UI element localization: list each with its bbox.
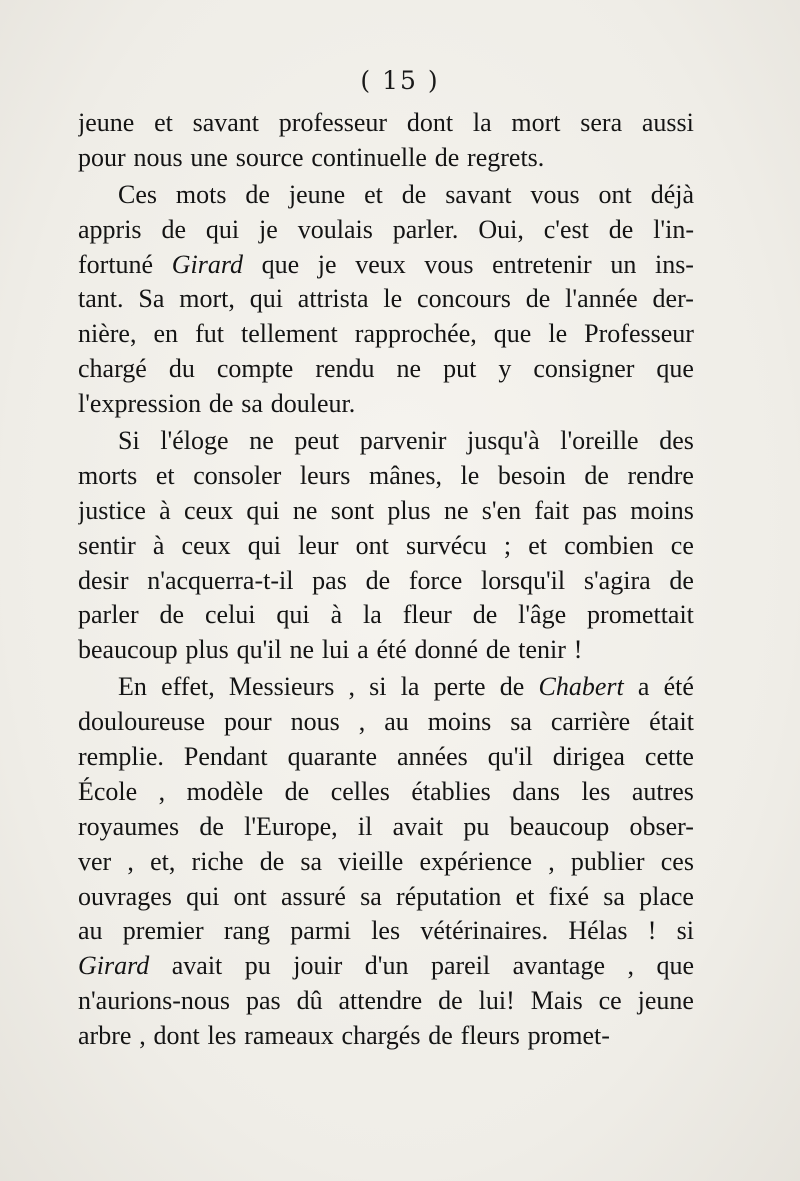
- text-line: [78, 178, 694, 213]
- word: plus: [387, 495, 431, 525]
- word: riche: [191, 846, 244, 876]
- word: leur: [298, 530, 339, 560]
- text-line: [78, 529, 694, 564]
- word: ont: [233, 881, 267, 911]
- word: parler: [78, 600, 139, 630]
- word: mots: [175, 179, 227, 209]
- word: savant: [445, 179, 512, 209]
- word: combien: [564, 530, 654, 560]
- word: jeune: [288, 179, 346, 209]
- word: années: [397, 742, 468, 772]
- paragraph: [78, 424, 694, 668]
- text-line: [78, 670, 694, 705]
- word: c'est: [543, 214, 589, 244]
- text-line: [78, 705, 694, 740]
- word: professeur: [278, 108, 388, 137]
- word: de: [161, 214, 186, 244]
- word: royaumes: [78, 811, 180, 841]
- word: été: [376, 635, 407, 665]
- word: de: [199, 811, 224, 841]
- word: ver: [78, 846, 112, 876]
- text-line: [78, 213, 694, 248]
- word: l'in-: [653, 214, 694, 244]
- word: s'agira: [583, 565, 651, 595]
- word: quarante: [287, 742, 378, 772]
- word: de: [608, 214, 634, 244]
- word: le: [460, 460, 480, 490]
- word: rendre: [627, 460, 694, 490]
- word: promettait: [587, 600, 694, 630]
- word: der-: [652, 284, 694, 314]
- body-text: [78, 106, 694, 1054]
- word: remplie.: [78, 742, 164, 772]
- text-line: [78, 880, 694, 915]
- word: fait: [534, 495, 570, 525]
- word: pareil: [430, 951, 491, 981]
- word: Chabert: [538, 672, 624, 702]
- word: au: [384, 707, 409, 737]
- word: de: [438, 986, 463, 1016]
- text-line: [78, 424, 694, 459]
- word: ces: [660, 846, 694, 876]
- word: rapprochée,: [354, 319, 477, 349]
- word: justice: [78, 495, 146, 525]
- word: de: [208, 389, 234, 419]
- word: Hélas: [568, 916, 628, 946]
- word: que: [656, 951, 694, 981]
- word: de: [428, 1021, 453, 1051]
- word: ne: [443, 495, 469, 525]
- word: promet-: [527, 1021, 610, 1051]
- word: ont: [355, 530, 389, 560]
- word: si: [676, 916, 694, 946]
- word: fut: [195, 319, 224, 349]
- word: le: [383, 284, 403, 314]
- word: parvenir: [359, 426, 447, 456]
- word: s'en: [481, 495, 522, 525]
- word: parmi: [290, 916, 351, 946]
- word: ,: [139, 1021, 146, 1051]
- word: parler.: [392, 214, 459, 244]
- word: assuré: [280, 881, 346, 911]
- word: avait: [392, 811, 444, 841]
- word: attendre: [338, 986, 423, 1016]
- word: je: [259, 214, 278, 244]
- word: qui: [247, 530, 281, 560]
- word: arbre: [78, 1021, 132, 1051]
- word: a: [637, 672, 650, 702]
- word: sa: [300, 846, 323, 876]
- text-line: [78, 810, 694, 845]
- word: que: [261, 249, 300, 279]
- word: était: [649, 707, 694, 737]
- word: ,: [627, 951, 634, 981]
- word: qu'il: [487, 742, 533, 772]
- word: rendu: [315, 354, 375, 384]
- word: en: [153, 319, 179, 349]
- text-line: [78, 352, 694, 387]
- word: pas: [312, 565, 347, 595]
- word: et: [154, 108, 173, 137]
- text-line: [78, 984, 694, 1019]
- text-line: [78, 633, 694, 668]
- word: ins-: [654, 249, 694, 279]
- word: put: [443, 354, 477, 384]
- word: les: [371, 916, 401, 946]
- paragraph: [78, 178, 694, 422]
- text-line: [78, 248, 694, 283]
- word: si: [369, 672, 387, 702]
- word: appris: [78, 214, 142, 244]
- word: de: [159, 600, 185, 630]
- word: l'année: [565, 284, 638, 314]
- word: tenir: [518, 635, 566, 665]
- word: et: [528, 530, 548, 560]
- word: sentir: [78, 530, 136, 560]
- word: ,: [348, 672, 355, 702]
- word: et: [515, 881, 535, 911]
- word: effet,: [161, 672, 215, 702]
- word: de: [434, 142, 460, 172]
- word: de: [401, 179, 427, 209]
- word: du: [168, 354, 195, 384]
- word: voulais: [297, 214, 373, 244]
- word: déjà: [650, 179, 694, 209]
- word: dont: [153, 1021, 200, 1051]
- word: Si: [118, 426, 140, 456]
- word: l'expression: [78, 389, 202, 419]
- word: Messieurs: [228, 672, 335, 702]
- word: n'acquerra-t-il: [147, 565, 294, 595]
- word: et: [155, 460, 175, 490]
- word: continuelle: [311, 142, 427, 172]
- word: veux: [355, 249, 406, 279]
- word: qui: [276, 600, 310, 630]
- text-line: [78, 494, 694, 529]
- word: donné: [414, 635, 479, 665]
- word: une: [190, 142, 228, 172]
- word: à: [159, 495, 171, 525]
- word: l'âge: [518, 600, 567, 630]
- word: nous: [133, 142, 183, 172]
- text-line: [78, 282, 694, 317]
- word: douloureuse: [78, 707, 206, 737]
- word: ne: [249, 426, 274, 456]
- word: l'Europe,: [244, 811, 338, 841]
- word: lorsqu'il: [481, 565, 566, 595]
- word: sa: [603, 881, 625, 911]
- word: place: [639, 881, 694, 911]
- word: fleur: [402, 600, 452, 630]
- word: consoler: [193, 460, 282, 490]
- word: établies: [411, 776, 491, 806]
- word: pu: [244, 951, 271, 981]
- word: En: [118, 672, 147, 702]
- word: rameaux: [244, 1021, 334, 1051]
- word: ce: [598, 986, 622, 1016]
- word: autres: [631, 776, 694, 806]
- word: desir: [78, 565, 129, 595]
- word: ,: [358, 707, 366, 737]
- text-line: [78, 740, 694, 775]
- word: que: [656, 354, 694, 384]
- word: ceux: [183, 495, 234, 525]
- word: ne: [396, 354, 422, 384]
- word: Girard: [78, 951, 150, 981]
- word: de: [485, 635, 511, 665]
- word: l'éloge: [160, 426, 229, 456]
- word: y: [498, 354, 512, 384]
- word: de: [259, 846, 285, 876]
- word: ne: [292, 495, 318, 525]
- word: vous: [530, 179, 580, 209]
- word: de: [525, 284, 551, 314]
- word: jouir: [293, 951, 343, 981]
- text-line: [78, 775, 694, 810]
- page-number: ( 15 ): [360, 66, 440, 95]
- text-line: [78, 845, 694, 880]
- text-line: [78, 387, 694, 422]
- word: ;: [503, 530, 512, 560]
- word: je: [317, 249, 337, 279]
- word: jeune: [637, 986, 694, 1016]
- word: Sa: [138, 284, 165, 314]
- word: ont: [598, 179, 632, 209]
- word: premier: [122, 916, 204, 946]
- word: réputation: [396, 881, 502, 911]
- word: avait: [171, 951, 223, 981]
- paragraph: [78, 106, 694, 176]
- word: les: [581, 776, 611, 806]
- word: à: [330, 600, 343, 630]
- word: jusqu'à: [467, 426, 540, 456]
- word: de: [284, 776, 310, 806]
- word: chargé: [78, 354, 147, 384]
- word: moins: [427, 707, 492, 737]
- word: attrista: [297, 284, 369, 314]
- word: Oui,: [478, 214, 524, 244]
- word: chargés: [341, 1021, 421, 1051]
- word: École: [78, 776, 138, 806]
- paragraph: [78, 670, 694, 1054]
- word: pas: [582, 495, 618, 525]
- word: Professeur: [584, 319, 694, 349]
- word: la: [472, 108, 492, 137]
- word: et,: [150, 846, 176, 876]
- word: modèle: [186, 776, 264, 806]
- word: source: [235, 142, 304, 172]
- word: ne: [289, 635, 315, 665]
- word: qui: [205, 214, 240, 244]
- word: survécu: [405, 530, 487, 560]
- word: savant: [192, 108, 260, 137]
- word: morts: [78, 460, 138, 490]
- word: entretenir: [492, 249, 592, 279]
- word: qui: [249, 284, 283, 314]
- text-line: [78, 1019, 694, 1054]
- word: la: [400, 672, 420, 702]
- word: n'aurions-nous: [78, 986, 231, 1016]
- word: besoin: [497, 460, 566, 490]
- word: Ces: [118, 179, 157, 209]
- word: pour: [224, 707, 272, 737]
- text-line: [78, 598, 694, 633]
- text-line: [78, 459, 694, 494]
- word: beaucoup: [78, 635, 178, 665]
- word: tant.: [78, 284, 124, 314]
- word: vous: [424, 249, 474, 279]
- word: peut: [294, 426, 340, 456]
- word: pas: [245, 986, 281, 1016]
- text-line: [78, 949, 694, 984]
- word: de: [499, 672, 525, 702]
- word: rang: [223, 916, 271, 946]
- word: celles: [330, 776, 390, 806]
- word: consigner: [533, 354, 635, 384]
- word: les: [207, 1021, 237, 1051]
- word: fixé: [548, 881, 590, 911]
- word: il: [357, 811, 373, 841]
- word: ceux: [181, 530, 231, 560]
- word: des: [659, 426, 694, 456]
- word: jeune: [78, 108, 135, 137]
- word: fortuné: [78, 249, 154, 279]
- word: de: [584, 460, 609, 490]
- word: sont: [330, 495, 375, 525]
- word: et: [364, 179, 383, 209]
- word: un: [610, 249, 637, 279]
- word: sa: [241, 389, 263, 419]
- word: perte: [433, 672, 486, 702]
- word: sa: [360, 881, 382, 911]
- word: ouvrages: [78, 881, 172, 911]
- word: dû: [296, 986, 323, 1016]
- word: que: [493, 319, 532, 349]
- word: a: [357, 635, 369, 665]
- word: de: [245, 179, 270, 209]
- word: mort,: [179, 284, 235, 314]
- word: lui: [321, 635, 350, 665]
- word: qu'il: [236, 635, 282, 665]
- word: à: [152, 530, 165, 560]
- word: vieille: [338, 846, 404, 876]
- word: pu: [463, 811, 490, 841]
- word: la: [363, 600, 382, 630]
- word: douleur.: [270, 389, 356, 419]
- word: ce: [670, 530, 694, 560]
- word: tellement: [241, 319, 338, 349]
- word: dont: [406, 108, 454, 137]
- word: ,: [548, 846, 555, 876]
- text-line: [78, 106, 694, 141]
- word: publier: [570, 846, 645, 876]
- word: obser-: [629, 811, 694, 841]
- word: Mais: [530, 986, 583, 1016]
- word: au: [78, 916, 103, 946]
- word: lui!: [478, 986, 515, 1016]
- word: dirigea: [552, 742, 625, 772]
- word: sera: [580, 108, 623, 137]
- word: qui: [246, 495, 280, 525]
- word: de: [472, 600, 498, 630]
- word: nière,: [78, 319, 137, 349]
- word: plus: [185, 635, 229, 665]
- word: de: [669, 565, 694, 595]
- text-line: [78, 564, 694, 599]
- word: vétérinaires.: [420, 916, 549, 946]
- text-line: [78, 914, 694, 949]
- word: été: [663, 672, 694, 702]
- word: compte: [216, 354, 294, 384]
- word: !: [647, 916, 657, 946]
- word: ,: [127, 846, 134, 876]
- word: pour: [78, 142, 126, 172]
- word: moins: [630, 495, 694, 525]
- word: le: [548, 319, 568, 349]
- word: fleurs: [460, 1021, 520, 1051]
- word: Girard: [171, 249, 243, 279]
- word: de: [365, 565, 391, 595]
- word: force: [408, 565, 463, 595]
- word: d'un: [364, 951, 409, 981]
- word: l'oreille: [560, 426, 639, 456]
- word: dans: [512, 776, 560, 806]
- word: nous: [290, 707, 340, 737]
- text-line: [78, 141, 694, 176]
- word: qui: [186, 881, 220, 911]
- word: ,: [158, 776, 166, 806]
- word: leurs: [299, 460, 351, 490]
- word: beaucoup: [509, 811, 610, 841]
- text-line: [78, 317, 694, 352]
- word: mort: [511, 108, 561, 137]
- word: sa: [510, 707, 532, 737]
- word: avantage: [512, 951, 605, 981]
- word: Pendant: [183, 742, 268, 772]
- word: regrets.: [467, 142, 545, 172]
- word: celui: [204, 600, 256, 630]
- word: expérience: [419, 846, 533, 876]
- word: concours: [417, 284, 511, 314]
- word: cette: [644, 742, 694, 772]
- word: aussi: [641, 108, 694, 137]
- word: carrière: [550, 707, 631, 737]
- word: mânes,: [369, 460, 442, 490]
- word: !: [573, 635, 583, 665]
